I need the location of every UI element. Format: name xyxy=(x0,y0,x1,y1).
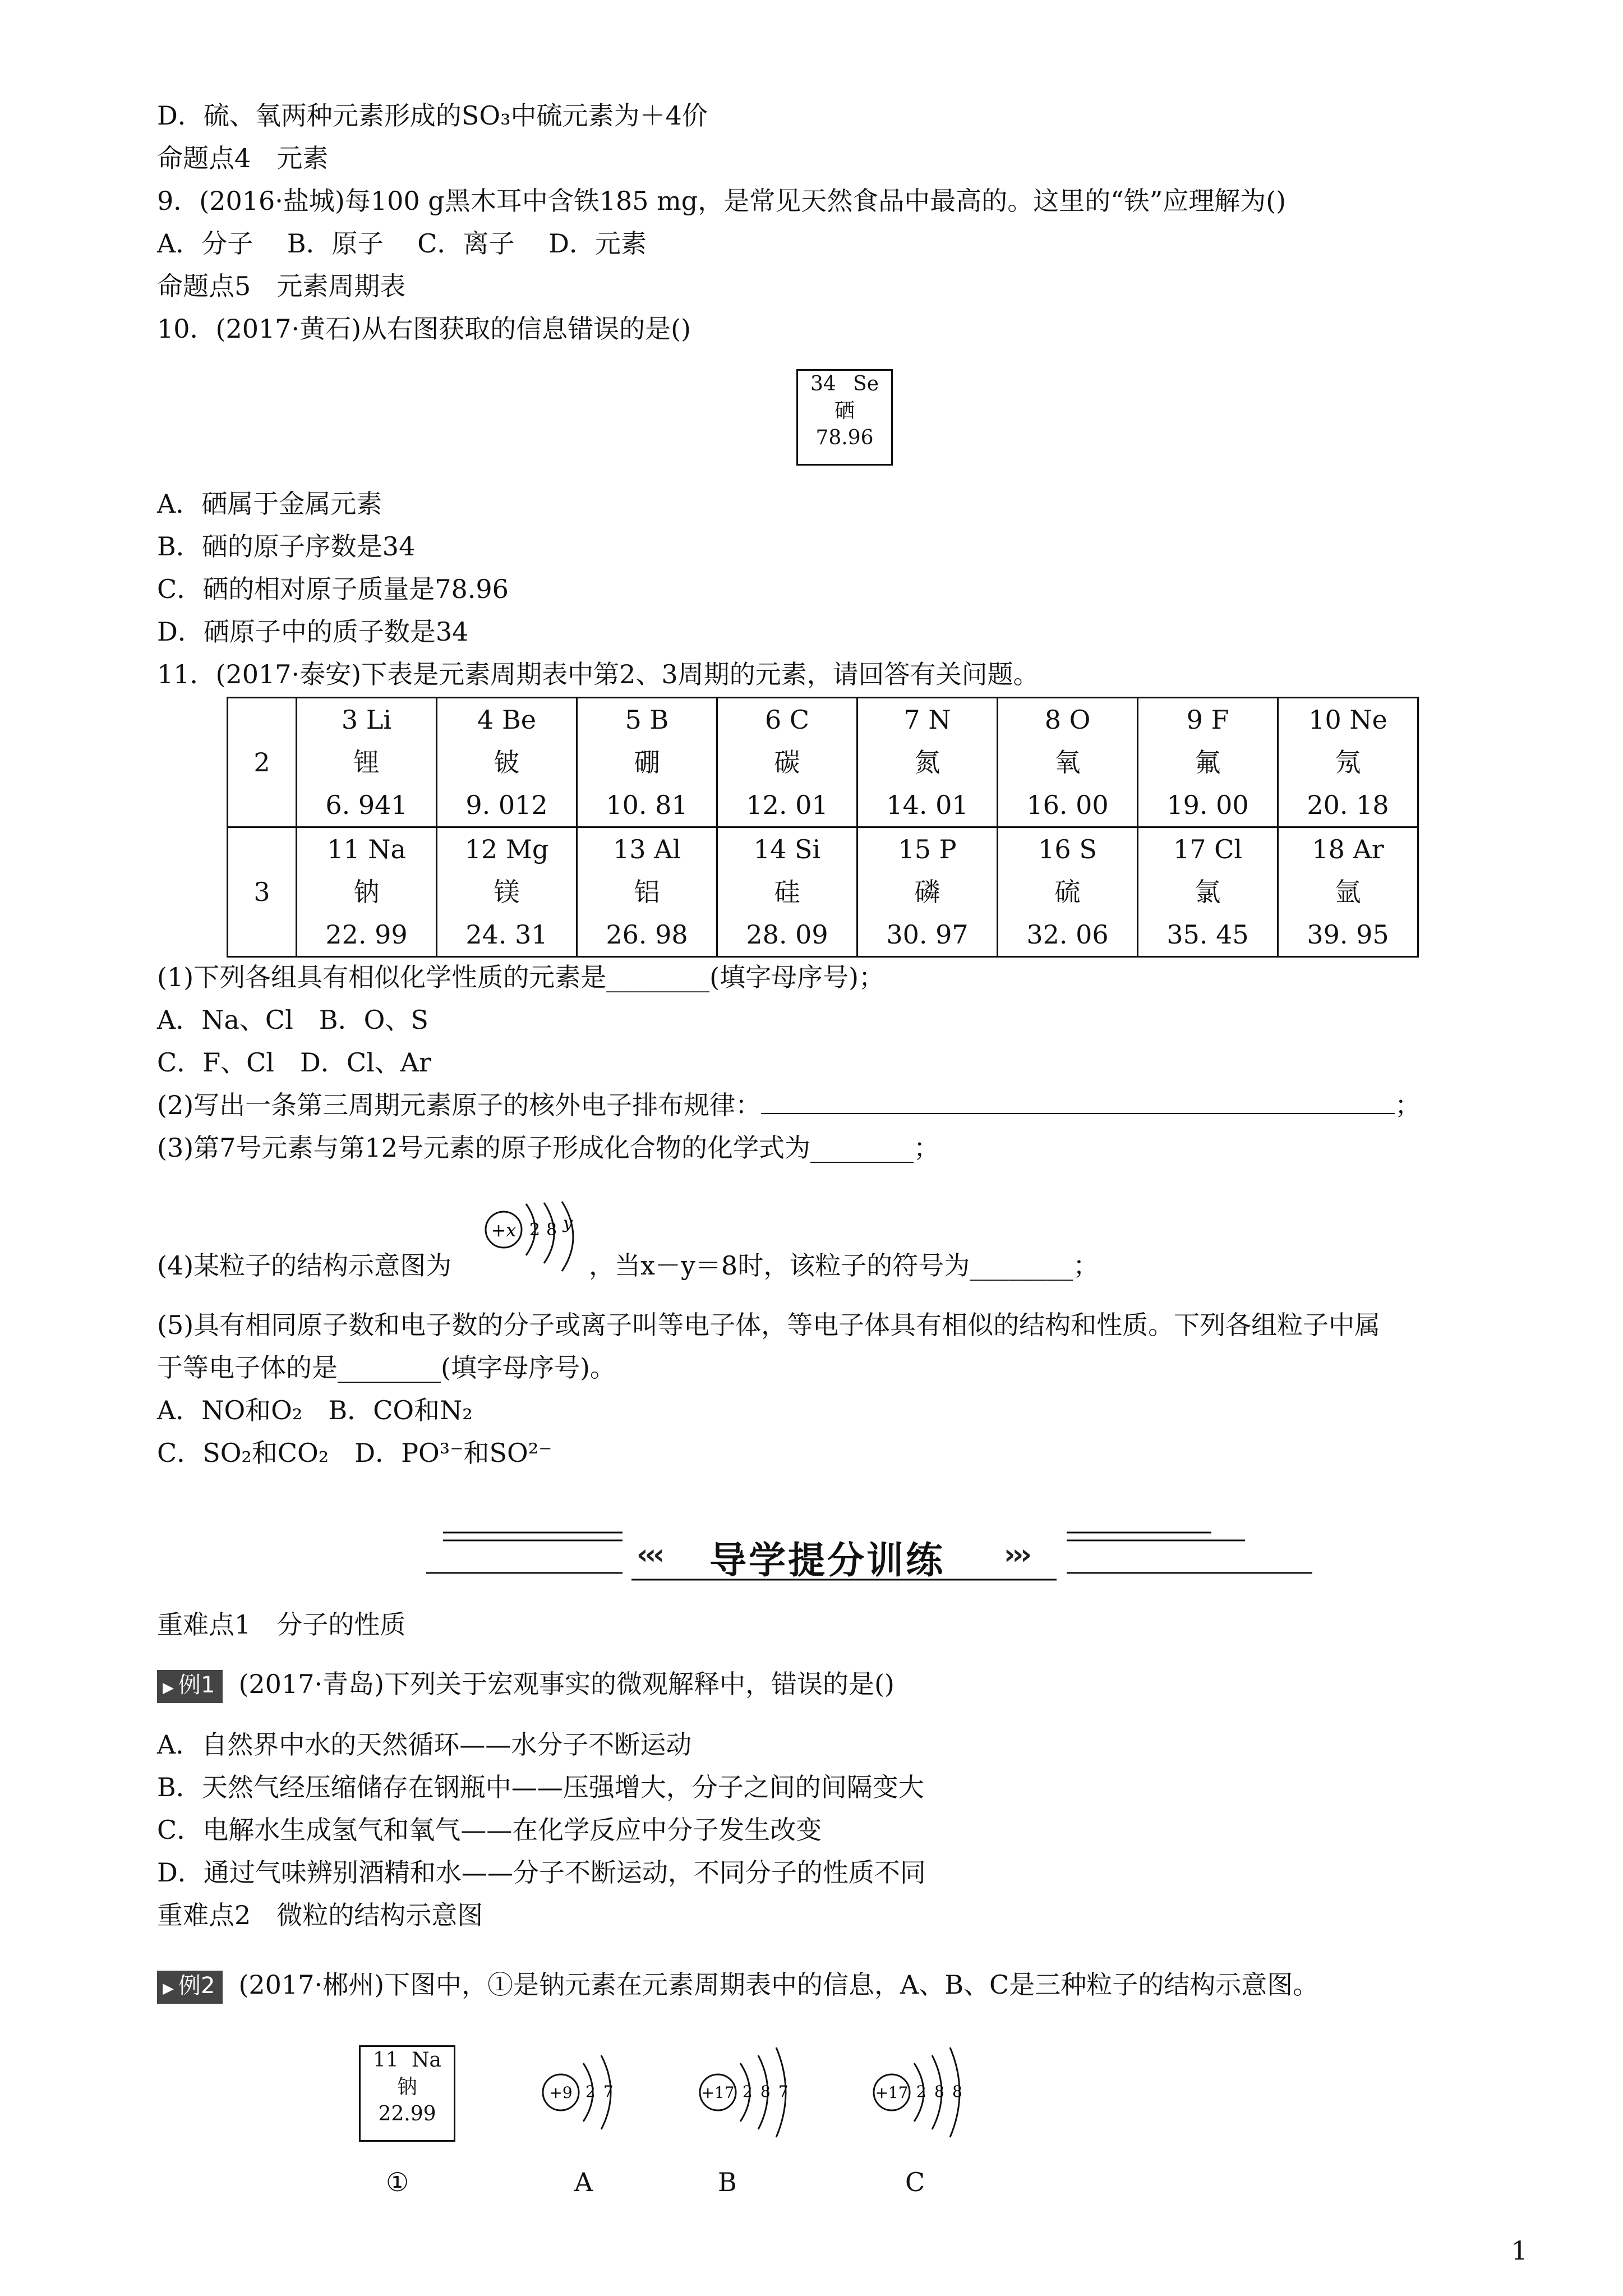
element-name: 硒 xyxy=(834,399,855,422)
sodium-element-card xyxy=(359,2045,455,2142)
element-number-symbol xyxy=(1138,828,1277,871)
element-cell xyxy=(857,698,998,827)
question-11-part-2: (2)写出一条第三周期元素原子的核外电子排布规律： ； xyxy=(157,1090,1421,1120)
element-number-symbol xyxy=(1138,698,1277,741)
element-cell xyxy=(437,827,577,957)
atomic-number: 11 xyxy=(373,2049,399,2072)
element-name: 硼 xyxy=(634,747,660,777)
atomic-number: 14 xyxy=(753,834,787,864)
part-5-options-cd: C．SO₂和CO₂ D．PO³⁻和SO²⁻ xyxy=(157,1438,552,1468)
atomic-number: 3 xyxy=(341,705,358,735)
element-symbol: Na xyxy=(368,834,406,864)
question-10-option-a: A．硒属于金属元素 xyxy=(157,489,382,519)
element-name: 硫 xyxy=(1054,877,1081,907)
element-name: 铝 xyxy=(634,877,660,907)
atom-structure-diagrams xyxy=(527,2042,1009,2154)
nucleus-charge: +17 xyxy=(701,2083,735,2102)
atomic-mass: 22. 99 xyxy=(325,919,408,950)
element-name: 钠 xyxy=(396,2076,417,2099)
atom-structure-q4 xyxy=(481,1200,593,1290)
element-cell xyxy=(577,827,717,957)
atomic-number: 6 xyxy=(764,705,782,735)
element-cell xyxy=(717,698,857,827)
element-symbol: Ne xyxy=(1349,705,1387,735)
part-5-options-ab: A．NO和O₂ B．CO和N₂ xyxy=(157,1395,473,1425)
element-name: 镁 xyxy=(494,877,520,907)
element-number-symbol xyxy=(998,698,1137,741)
atomic-mass: 35. 45 xyxy=(1166,919,1249,950)
atomic-mass: 20. 18 xyxy=(1307,790,1389,820)
element-symbol: F xyxy=(1211,705,1229,735)
topic-heading-4: 命题点4 元素 xyxy=(157,143,329,173)
shell-electrons: 7 xyxy=(778,2082,789,2101)
atomic-mass: 24. 31 xyxy=(465,919,548,950)
atomic-mass: 78.96 xyxy=(815,426,874,449)
element-name: 磷 xyxy=(914,877,940,907)
element-name: 硅 xyxy=(774,877,800,907)
question-10-option-c: C．硒的相对原子质量是78.96 xyxy=(157,574,509,604)
atomic-number: 7 xyxy=(903,705,920,735)
element-name: 氩 xyxy=(1335,877,1361,907)
shell-electrons: 2 xyxy=(743,2082,753,2101)
element-symbol: P xyxy=(939,834,957,864)
atomic-mass: 28. 09 xyxy=(746,919,828,950)
atomic-mass: 10. 81 xyxy=(606,790,688,820)
element-symbol: B xyxy=(649,705,669,735)
element-symbol: Al xyxy=(654,834,681,864)
atomic-mass: 14. 01 xyxy=(886,790,969,820)
element-symbol: C xyxy=(789,705,810,735)
element-symbol: Ar xyxy=(1353,834,1384,864)
play-triangle-icon: ▶ xyxy=(163,1679,174,1696)
shell-electrons: 8 xyxy=(952,2082,962,2101)
shell-electrons: 8 xyxy=(546,1220,557,1240)
element-symbol: Cl xyxy=(1214,834,1243,864)
atomic-mass: 32. 06 xyxy=(1026,919,1109,950)
shell-electrons: 2 xyxy=(585,2082,596,2101)
example-1-option-d: D．通过气味辨别酒精和水——分子不断运动，不同分子的性质不同 xyxy=(157,1857,926,1888)
element-number-symbol xyxy=(858,828,997,871)
element-cell xyxy=(857,827,998,957)
atomic-mass: 39. 95 xyxy=(1307,919,1389,950)
element-symbol: Si xyxy=(794,834,821,864)
atomic-number: 13 xyxy=(612,834,646,864)
atomic-number: 12 xyxy=(464,834,498,864)
element-cell xyxy=(437,698,577,827)
left-chevrons-icon: ‹‹‹ xyxy=(637,1538,661,1571)
element-number-symbol xyxy=(858,698,997,741)
element-name: 氮 xyxy=(914,747,940,777)
question-9-options: A．分子 B．原子 C．离子 D．元素 xyxy=(157,228,647,259)
element-symbol: Be xyxy=(501,705,536,735)
element-name: 氟 xyxy=(1195,747,1221,777)
key-point-2-heading: 重难点2 微粒的结构示意图 xyxy=(157,1900,483,1930)
question-10-option-b: B．硒的原子序数是34 xyxy=(157,531,416,562)
question-11-part-5: (5)具有相同原子数和电子数的分子或离子叫等电子体，等电子体具有相似的结构和性质。下列各组粒子中属 xyxy=(157,1310,1381,1340)
element-cell xyxy=(998,698,1138,827)
question-11-part-5-cont: 于等电子体的是________(填字母序号)。 xyxy=(157,1352,616,1383)
shell-electrons: 8 xyxy=(760,2082,771,2101)
period-number: 2 xyxy=(228,698,297,827)
atomic-number: 10 xyxy=(1308,705,1341,735)
label-a: A xyxy=(574,2167,593,2197)
atomic-mass: 22.99 xyxy=(378,2102,436,2125)
element-symbol: N xyxy=(928,705,951,735)
atomic-number: 8 xyxy=(1044,705,1061,735)
atomic-number: 9 xyxy=(1186,705,1203,735)
atomic-mass: 26. 98 xyxy=(606,919,688,950)
play-triangle-icon: ▶ xyxy=(163,1980,174,1997)
shell-electrons: 8 xyxy=(934,2082,944,2101)
label-b: B xyxy=(718,2167,737,2197)
element-symbol: Mg xyxy=(505,834,549,864)
element-name: 氧 xyxy=(1054,747,1081,777)
element-name: 钠 xyxy=(353,877,380,907)
element-cell xyxy=(297,698,437,827)
shell-arc xyxy=(562,1202,573,1271)
part-1-options-ab: A．Na、Cl B．O、S xyxy=(157,1005,428,1035)
element-cell xyxy=(1138,698,1278,827)
part-1-options-cd: C．F、Cl D．Cl、Ar xyxy=(157,1047,432,1078)
question-9: 9．(2016·盐城)每100 g黑木耳中含铁185 mg，是常见天然食品中最高的。这里的“铁”应理解为() xyxy=(157,186,1287,216)
element-cell xyxy=(1278,827,1418,957)
atomic-mass: 16. 00 xyxy=(1026,790,1109,820)
element-number-symbol xyxy=(437,698,576,741)
period-row xyxy=(228,698,1418,827)
label-circled-1: ① xyxy=(386,2167,409,2197)
atom-diagram-a xyxy=(543,2055,614,2129)
question-11-part-1: (1)下列各组具有相似化学性质的元素是________(填字母序号)； xyxy=(157,962,885,992)
example-2: ▶ 例2 (2017·郴州)下图中，①是钠元素在元素周期表中的信息，A、B、C是三种粒子的结构示意图。 xyxy=(157,1968,1318,2004)
atomic-number: 18 xyxy=(1312,834,1345,864)
nucleus-charge: +17 xyxy=(875,2083,909,2102)
example-1-option-c: C．电解水生成氢气和氧气——在化学反应中分子发生改变 xyxy=(157,1815,822,1845)
example-2-tag: ▶ 例2 xyxy=(157,1971,223,2004)
nucleus-charge: +9 xyxy=(549,2083,573,2102)
atomic-mass: 9. 012 xyxy=(465,790,548,820)
example-1: ▶ 例1 (2017·青岛)下列关于宏观事实的微观解释中，错误的是() xyxy=(157,1667,895,1703)
nucleus-charge: +x xyxy=(491,1220,517,1241)
atomic-number: 11 xyxy=(327,834,360,864)
atomic-mass: 19. 00 xyxy=(1166,790,1249,820)
element-name: 锂 xyxy=(353,747,380,777)
example-1-tag: ▶ 例1 xyxy=(157,1670,223,1703)
element-symbol: O xyxy=(1069,705,1091,735)
element-number-symbol xyxy=(718,828,856,871)
element-number-symbol xyxy=(718,698,856,741)
element-symbol: Na xyxy=(412,2049,441,2072)
section-banner-title: 导学提分训练 xyxy=(709,1539,945,1582)
element-symbol: S xyxy=(1079,834,1097,864)
question-10-option-d: D．硒原子中的质子数是34 xyxy=(157,616,469,647)
question-11: 11．(2017·泰安)下表是元素周期表中第2、3周期的元素，请回答有关问题。 xyxy=(157,659,1039,689)
element-cell xyxy=(717,827,857,957)
page-number: 1 xyxy=(1511,2235,1528,2266)
element-cell xyxy=(577,698,717,827)
element-name: 氯 xyxy=(1195,877,1221,907)
element-symbol: Li xyxy=(366,705,392,735)
element-cell xyxy=(297,827,437,957)
key-point-1-heading: 重难点1 分子的性质 xyxy=(157,1609,406,1640)
element-name: 铍 xyxy=(494,747,520,777)
answer-blank[interactable] xyxy=(761,1091,1395,1114)
question-10: 10．(2017·黄石)从右图获取的信息错误的是() xyxy=(157,314,691,344)
atomic-number: 4 xyxy=(477,705,494,735)
element-number-symbol xyxy=(297,828,436,871)
topic-heading-5: 命题点5 元素周期表 xyxy=(157,271,406,301)
atom-diagram-c xyxy=(874,2047,962,2137)
element-name: 氖 xyxy=(1335,747,1361,777)
atomic-number: 15 xyxy=(898,834,931,864)
shell-electrons: y xyxy=(563,1213,573,1233)
element-number-symbol xyxy=(578,828,716,871)
atomic-number: 5 xyxy=(625,705,642,735)
shell-electrons: 7 xyxy=(603,2082,614,2101)
atomic-number: 16 xyxy=(1038,834,1071,864)
question-11-part-4-text-b: ，当x－y＝8时，该粒子的符号为________； xyxy=(589,1250,1099,1281)
element-cell xyxy=(998,827,1138,957)
question-11-part-4-text-a: (4)某粒子的结构示意图为 xyxy=(157,1250,452,1281)
element-cell xyxy=(1278,698,1418,827)
element-number-symbol xyxy=(998,828,1137,871)
atomic-mass: 6. 941 xyxy=(325,790,408,820)
atom-diagram-b xyxy=(700,2047,789,2137)
atomic-mass: 12. 01 xyxy=(746,790,828,820)
element-symbol: Se xyxy=(853,372,879,395)
shell-electrons: 2 xyxy=(916,2082,926,2101)
element-number-symbol xyxy=(437,828,576,871)
example-1-option-a: A．自然界中水的天然循环——水分子不断运动 xyxy=(157,1729,692,1760)
element-name: 碳 xyxy=(774,747,800,777)
shell-electrons: 2 xyxy=(529,1220,541,1240)
period-row xyxy=(228,827,1418,957)
element-number-symbol xyxy=(1279,828,1417,871)
element-cell xyxy=(1138,827,1278,957)
atomic-mass: 30. 97 xyxy=(886,919,969,950)
question-11-part-3: (3)第7号元素与第12号元素的原子形成化合物的化学式为________； xyxy=(157,1133,939,1163)
example-1-option-b: B．天然气经压缩储存在钢瓶中——压强增大，分子之间的间隔变大 xyxy=(157,1772,924,1802)
element-number-symbol xyxy=(297,698,436,741)
atomic-number: 34 xyxy=(810,372,836,395)
right-chevrons-icon: ››› xyxy=(1004,1538,1029,1571)
atomic-number: 17 xyxy=(1173,834,1206,864)
label-c: C xyxy=(905,2167,925,2197)
option-d-line: D．硫、氧两种元素形成的SO₃中硫元素为＋4价 xyxy=(157,100,708,131)
element-number-symbol xyxy=(1279,698,1417,741)
period-number: 3 xyxy=(228,827,297,957)
element-number-symbol xyxy=(578,698,716,741)
periodic-table xyxy=(227,697,1419,958)
selenium-element-card xyxy=(796,369,893,466)
